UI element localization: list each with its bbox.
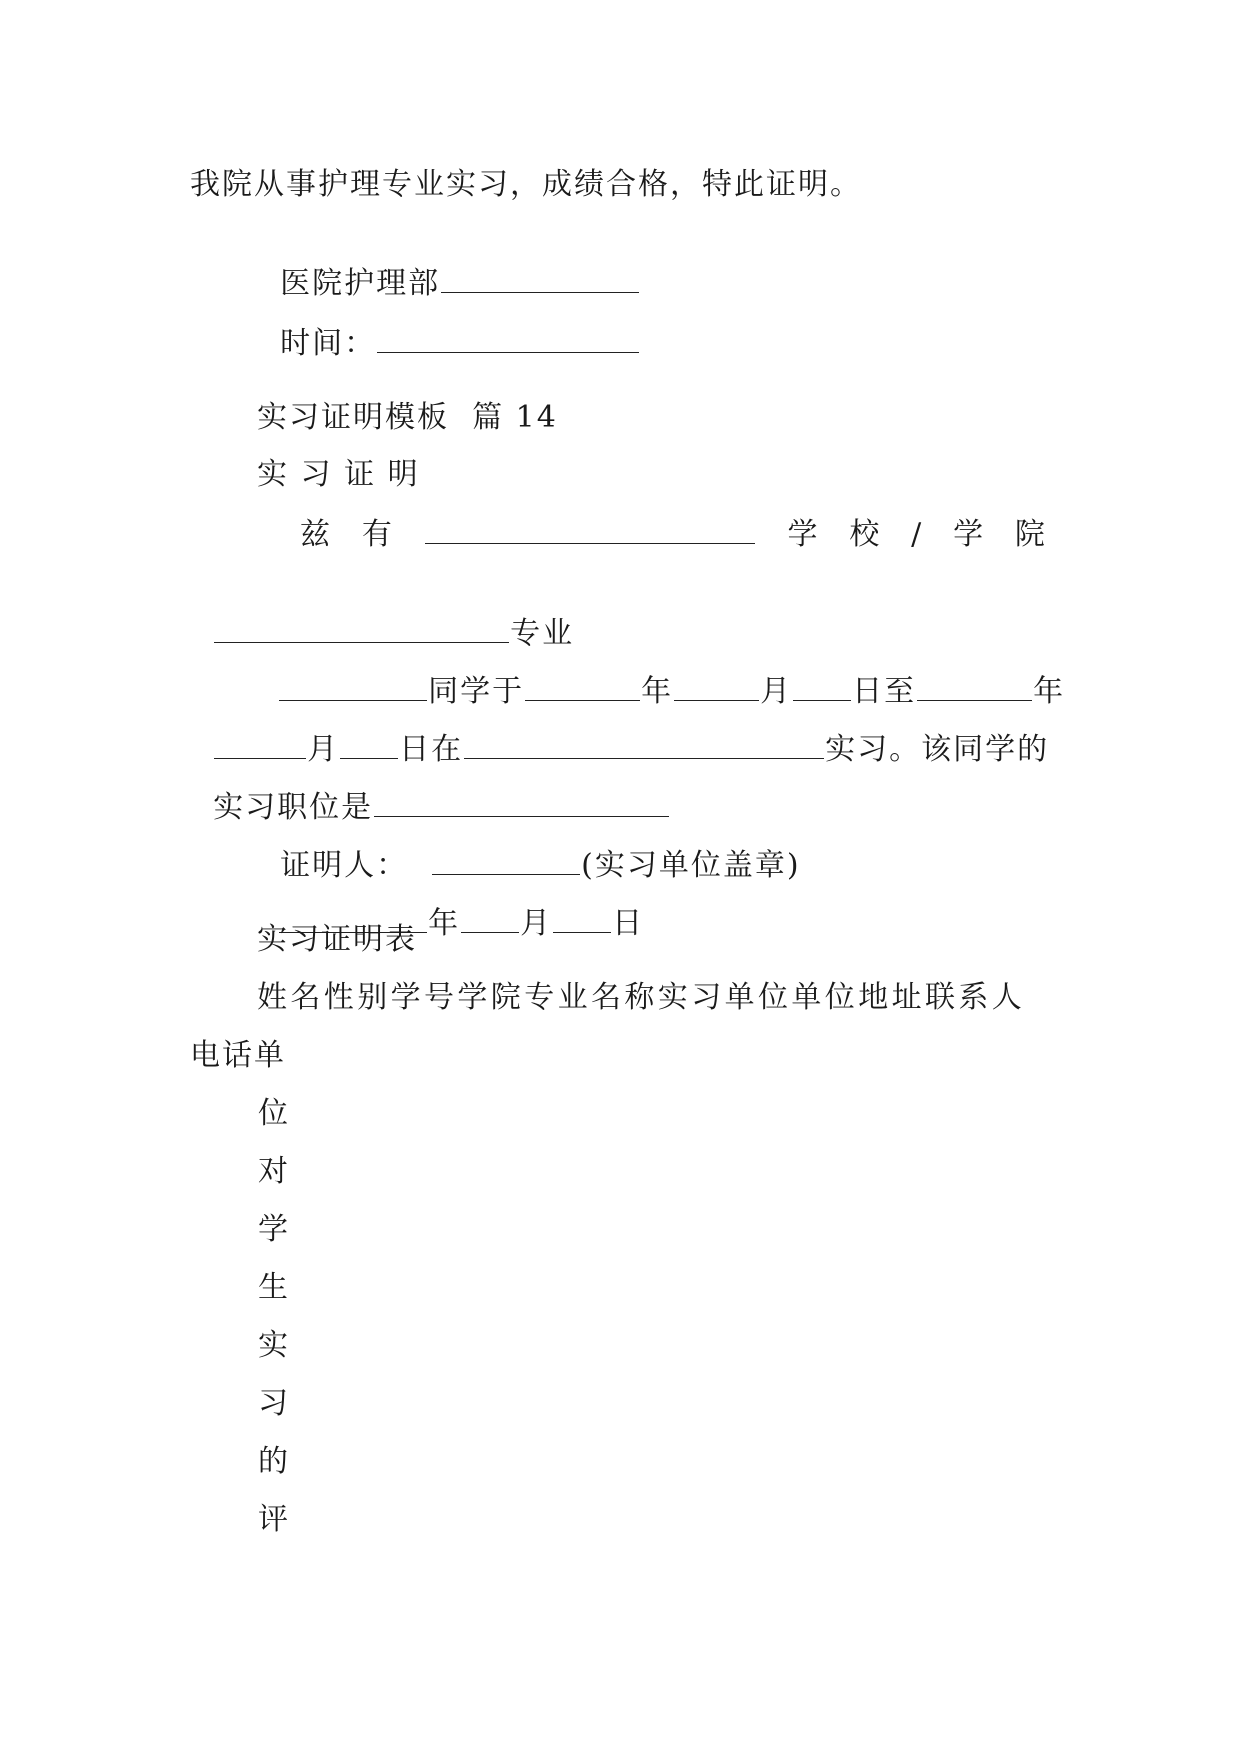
fields-line: 姓名性别学号学院专业名称实习单位单位地址联系人	[257, 980, 1026, 1015]
vertical-char: 生	[258, 1270, 288, 1305]
month-label-2: 月	[307, 732, 340, 767]
year-label-2: 年	[1033, 674, 1066, 709]
year-label: 年	[641, 674, 674, 709]
xiao-char: 校	[849, 517, 880, 552]
time-blank	[377, 322, 639, 353]
position-label: 实习职位是	[213, 790, 374, 825]
slash-char: /	[911, 517, 922, 552]
sign-month-blank	[461, 902, 519, 933]
vertical-char: 对	[258, 1154, 288, 1189]
time-line	[257, 282, 640, 364]
intro-sentence: 我院从事护理专业实习，成绩合格，特此证明。	[190, 167, 862, 202]
vertical-char: 的	[258, 1444, 288, 1479]
sign-day-blank	[553, 902, 611, 933]
vertical-char: 实	[258, 1328, 288, 1363]
vertical-char: 学	[258, 1212, 288, 1247]
major-label: 专业	[510, 616, 575, 651]
day-to-label: 日至	[852, 674, 917, 709]
xue-char-2: 学	[953, 517, 984, 552]
month-label: 月	[760, 674, 793, 709]
phone-line: 电话单	[190, 1038, 286, 1073]
table-title: 实习证明表	[257, 922, 417, 957]
classmate-at-label: 同学于	[428, 674, 525, 709]
year-label-3: 年	[428, 906, 461, 941]
day-at-label: 日在	[399, 732, 464, 767]
stamp-note: (实习单位盖章)	[581, 848, 801, 883]
vertical-char: 习	[258, 1386, 288, 1421]
month-label-3: 月	[520, 906, 553, 941]
nursing-dept-label: 医院护理部	[280, 266, 441, 301]
xue-char-1: 学	[787, 517, 818, 552]
you-char: 有	[361, 517, 392, 552]
day-label: 日	[612, 906, 645, 941]
yuan-char: 院	[1014, 517, 1045, 552]
school-row	[300, 513, 1045, 555]
vertical-char: 位	[258, 1096, 288, 1131]
time-label: 时间：	[280, 326, 377, 361]
school-blank	[425, 513, 755, 544]
vertical-char: 评	[258, 1502, 288, 1537]
intern-text: 实习。该同学的	[825, 732, 1050, 767]
zi-char: 兹	[300, 517, 330, 552]
witness-label: 证明人：	[280, 848, 409, 883]
certificate-title: 实 习 证 明	[257, 457, 420, 492]
section-title: 实习证明模板 篇 14	[257, 400, 558, 435]
